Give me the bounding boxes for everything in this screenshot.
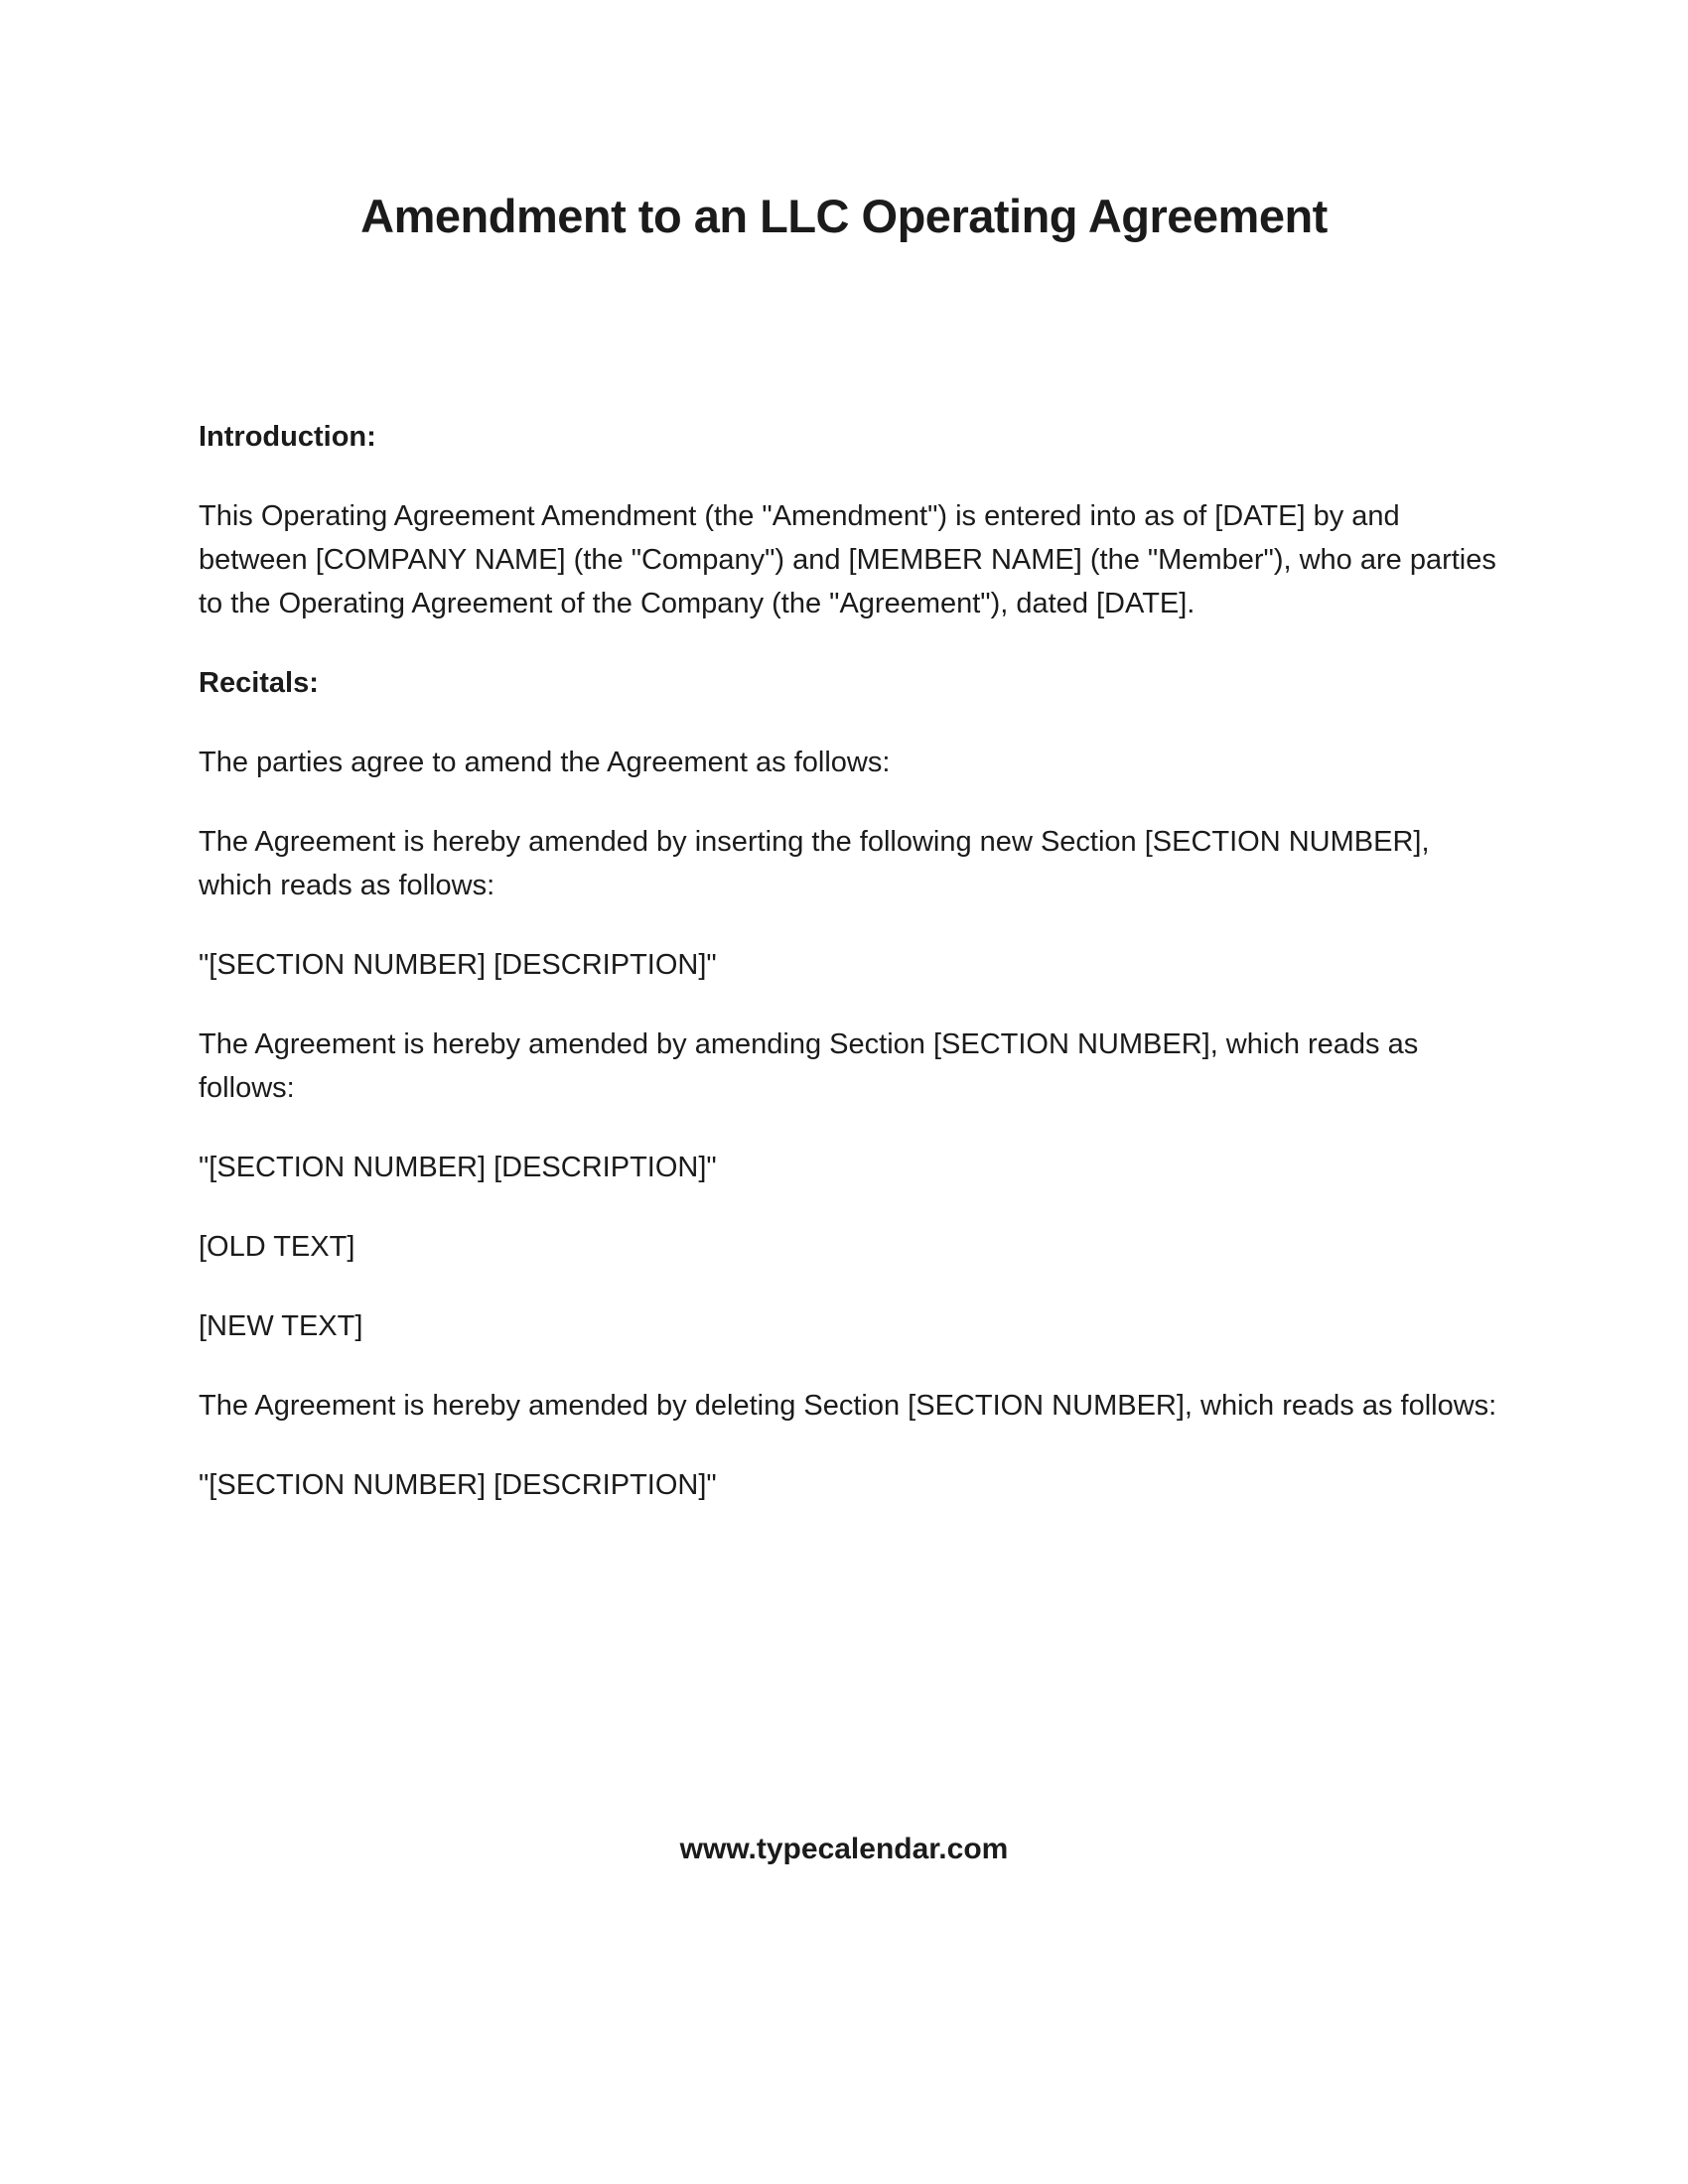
paragraph-section-placeholder-2: "[SECTION NUMBER] [DESCRIPTION]" <box>199 1152 717 1183</box>
paragraph-amend-section: The Agreement is hereby amended by amending Section [SECTION NUMBER], which reads as follows: <box>199 1028 1419 1104</box>
paragraph-parties-agree: The parties agree to amend the Agreement as follows: <box>199 747 891 778</box>
paragraph-section-placeholder-3: "[SECTION NUMBER] [DESCRIPTION]" <box>199 1469 717 1501</box>
document-body <box>199 415 1501 1543</box>
paragraph-insert-section: The Agreement is hereby amended by inserting the following new Section [SECTION NUMBER], which reads as follows: <box>199 826 1430 901</box>
section-heading-recitals: Recitals: <box>199 667 319 699</box>
footer-site-url: www.typecalendar.com <box>679 1833 1009 1865</box>
paragraph-old-text-placeholder: [OLD TEXT] <box>199 1231 355 1263</box>
document-title: Amendment to an LLC Operating Agreement <box>360 190 1328 242</box>
paragraph-delete-section: The Agreement is hereby amended by deleting Section [SECTION NUMBER], which reads as follows: <box>199 1390 1497 1422</box>
paragraph-new-text-placeholder: [NEW TEXT] <box>199 1310 363 1342</box>
section-heading-introduction: Introduction: <box>199 421 376 453</box>
paragraph-amendment-intro: This Operating Agreement Amendment (the "Amendment") is entered into as of [DATE] by and between [COMPANY NAME] (the "Company") and [MEMBER NAME] (the "Member"), who are parties to the Operating Agreement of the Company (the "Agreement"), dated [DATE]. <box>199 500 1496 619</box>
paragraph-section-placeholder-1: "[SECTION NUMBER] [DESCRIPTION]" <box>199 949 717 981</box>
